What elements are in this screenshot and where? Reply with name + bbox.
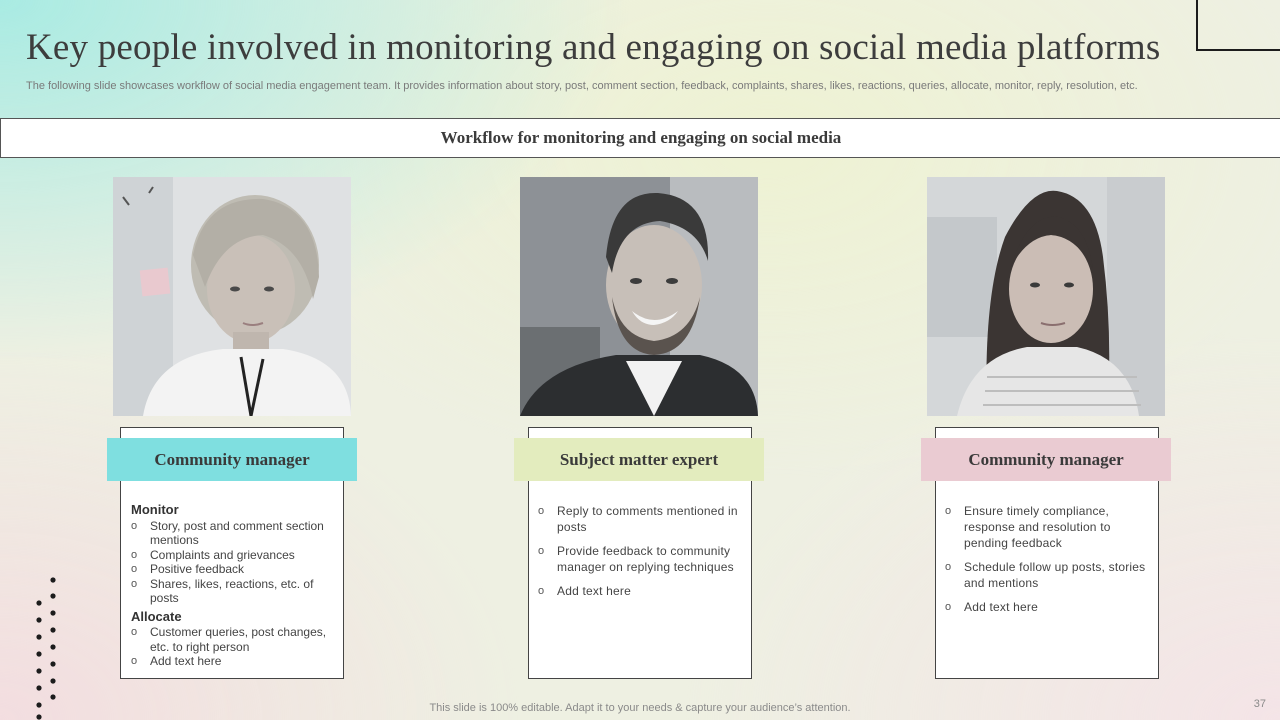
list-item: o Add text here [945, 599, 1150, 615]
person-1-photo [113, 177, 351, 416]
list-item: o Story, post and comment section mentions [131, 519, 336, 548]
list-item: o Ensure timely compliance, response and resolution to pending feedback [945, 503, 1150, 551]
list-item: o Add text here [131, 654, 336, 669]
list-item: o Provide feedback to community manager on replying techniques [538, 543, 743, 575]
list-item: o Positive feedback [131, 562, 336, 577]
role-label-subject-matter-expert: Subject matter expert [514, 438, 764, 481]
dot-pattern-decoration [30, 574, 60, 720]
page-number: 37 [1253, 698, 1266, 710]
workflow-banner: Workflow for monitoring and engaging on social media [0, 118, 1280, 158]
role-label-community-manager: Community manager [107, 438, 357, 481]
list-item: o Add text here [538, 583, 743, 599]
footer-note: This slide is 100% editable. Adapt it to your needs & capture your audience’s attention. [429, 702, 851, 714]
slide-title: Key people involved in monitoring and engaging on social media platforms [26, 27, 1161, 68]
list-item: o Schedule follow up posts, stories and mentions [945, 559, 1150, 591]
list-item: o Customer queries, post changes, etc. to right person [131, 625, 336, 654]
person-2-photo [520, 177, 758, 416]
person-3-photo [927, 177, 1165, 416]
corner-frame-decoration [1196, 0, 1280, 51]
slide-subtitle: The following slide showcases workflow of social media engagement team. It provides information about story, post, comment section, feedback, complaints, shares, likes, reactions, queries, allocate, monitor, reply, resolution, etc. [26, 80, 1138, 92]
section-heading-monitor: Monitor [131, 502, 179, 517]
person-2-responsibilities [538, 503, 743, 607]
list-item: o Shares, likes, reactions, etc. of posts [131, 577, 336, 606]
list-item: o Complaints and grievances [131, 548, 336, 563]
section-heading-allocate: Allocate [131, 608, 182, 624]
person-3-responsibilities [945, 503, 1150, 623]
list-item: o Reply to comments mentioned in posts [538, 503, 743, 535]
person-1-responsibilities [131, 503, 336, 673]
role-label-community-manager-2: Community manager [921, 438, 1171, 481]
